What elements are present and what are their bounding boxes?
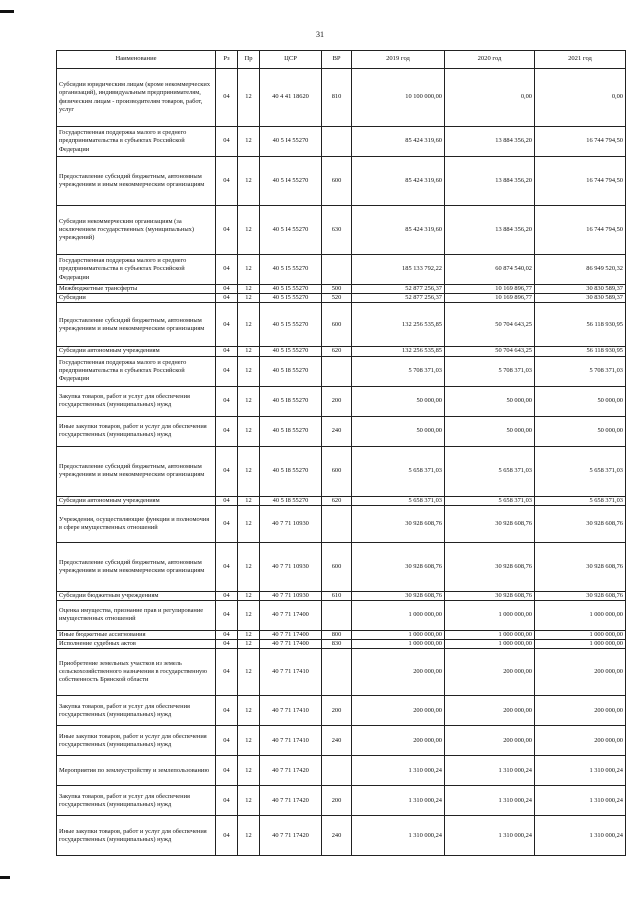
cell-pr: 12 [238,285,260,294]
cell-rz: 04 [216,446,238,496]
cell-2019: 200 000,00 [352,726,445,756]
cell-2021: 86 949 520,32 [535,255,626,285]
cell-csr: 40 5 I5 55270 [260,303,322,347]
cell-rz: 04 [216,591,238,600]
cell-vr [322,356,352,386]
header-2019: 2019 год [352,51,445,69]
header-2021: 2021 год [535,51,626,69]
cell-2021: 200 000,00 [535,696,626,726]
cell-name: Субсидии бюджетным учреждениям [57,591,216,600]
cell-pr: 12 [238,696,260,726]
table-row [57,285,626,294]
cell-2020: 1 310 000,24 [445,816,535,856]
cell-2021: 30 928 608,76 [535,591,626,600]
cell-csr: 40 7 71 17410 [260,726,322,756]
header-pr: Пр [238,51,260,69]
cell-2021: 50 000,00 [535,416,626,446]
cell-2021: 30 928 608,76 [535,505,626,542]
cell-2019: 132 256 535,85 [352,347,445,356]
table-row [57,756,626,786]
cell-2020: 5 658 371,03 [445,496,535,505]
cell-2021: 30 928 608,76 [535,542,626,591]
cell-2020: 0,00 [445,69,535,127]
table-row [57,726,626,756]
cell-csr: 40 5 I5 55270 [260,294,322,303]
cell-2019: 85 424 319,60 [352,206,445,255]
cell-rz: 04 [216,630,238,639]
cell-csr: 40 7 71 10930 [260,591,322,600]
cell-pr: 12 [238,356,260,386]
cell-2019: 1 000 000,00 [352,640,445,649]
cell-vr: 600 [322,542,352,591]
cell-pr: 12 [238,255,260,285]
cell-vr: 610 [322,591,352,600]
cell-pr: 12 [238,756,260,786]
cell-name: Субсидии автономным учреждениям [57,496,216,505]
cell-rz: 04 [216,696,238,726]
cell-vr: 620 [322,496,352,505]
cell-rz: 04 [216,496,238,505]
cell-vr: 520 [322,294,352,303]
cell-2019: 1 000 000,00 [352,630,445,639]
header-vr: ВР [322,51,352,69]
cell-name: Приобретение земельных участков из земель сельскохозяйственного назначения в государственную собственность Брянской области [57,649,216,696]
cell-rz: 04 [216,816,238,856]
cell-pr: 12 [238,726,260,756]
cell-2019: 1 310 000,24 [352,816,445,856]
cell-name: Исполнение судебных актов [57,640,216,649]
cell-pr: 12 [238,591,260,600]
cell-2020: 5 658 371,03 [445,446,535,496]
cell-2019: 10 100 000,00 [352,69,445,127]
cell-2019: 85 424 319,60 [352,157,445,206]
cell-name: Мероприятия по землеустройству и землепользованию [57,756,216,786]
cell-2020: 1 310 000,24 [445,756,535,786]
cell-name: Иные закупки товаров, работ и услуг для обеспечения государственных (муниципальных) нужд [57,726,216,756]
cell-pr: 12 [238,630,260,639]
table-row [57,696,626,726]
cell-name: Закупка товаров, работ и услуг для обеспечения государственных (муниципальных) нужд [57,786,216,816]
cell-csr: 40 5 I8 55270 [260,496,322,505]
cell-2021: 200 000,00 [535,726,626,756]
cell-2021: 1 310 000,24 [535,786,626,816]
table-row [57,294,626,303]
cell-2020: 50 000,00 [445,416,535,446]
cell-name: Закупка товаров, работ и услуг для обеспечения государственных (муниципальных) нужд [57,696,216,726]
page-number: 31 [316,30,324,39]
cell-2020: 1 310 000,24 [445,786,535,816]
cell-pr: 12 [238,206,260,255]
cell-2021: 0,00 [535,69,626,127]
cell-vr [322,649,352,696]
cell-2020: 50 704 643,25 [445,347,535,356]
cell-csr: 40 7 71 17400 [260,600,322,630]
cell-2021: 30 830 589,37 [535,294,626,303]
cell-2019: 85 424 319,60 [352,127,445,157]
table-row [57,347,626,356]
cell-2020: 200 000,00 [445,696,535,726]
cell-csr: 40 5 I4 55270 [260,127,322,157]
cell-name: Предоставление субсидий бюджетным, автономным учреждениям и иным некоммерческим организациям [57,157,216,206]
cell-vr: 240 [322,816,352,856]
cell-2019: 1 310 000,24 [352,756,445,786]
cell-rz: 04 [216,726,238,756]
cell-csr: 40 7 71 17400 [260,630,322,639]
cell-rz: 04 [216,127,238,157]
cell-name: Иные закупки товаров, работ и услуг для обеспечения государственных (муниципальных) нужд [57,416,216,446]
header-name: Наименование [57,51,216,69]
table-row [57,640,626,649]
cell-vr: 200 [322,386,352,416]
cell-name: Предоставление субсидий бюджетным, автономным учреждениям и иным некоммерческим организациям [57,446,216,496]
cell-rz: 04 [216,505,238,542]
cell-2020: 13 884 356,20 [445,206,535,255]
cell-2021: 200 000,00 [535,649,626,696]
cell-csr: 40 7 71 17420 [260,756,322,786]
table-row [57,303,626,347]
cell-2021: 30 830 589,37 [535,285,626,294]
header-row [57,51,626,69]
cell-rz: 04 [216,600,238,630]
cell-csr: 40 4 41 18620 [260,69,322,127]
cell-2019: 5 658 371,03 [352,496,445,505]
cell-pr: 12 [238,640,260,649]
cell-rz: 04 [216,303,238,347]
budget-table [56,50,626,856]
cell-2021: 56 118 930,95 [535,347,626,356]
margin-mark-top [0,10,14,13]
table-body [57,69,626,856]
cell-2020: 5 708 371,03 [445,356,535,386]
cell-name: Субсидии некоммерческим организациям (за исключением государственных (муниципальных) учреждений) [57,206,216,255]
cell-pr: 12 [238,416,260,446]
cell-name: Закупка товаров, работ и услуг для обеспечения государственных (муниципальных) нужд [57,386,216,416]
cell-rz: 04 [216,157,238,206]
cell-csr: 40 5 I8 55270 [260,446,322,496]
cell-2019: 30 928 608,76 [352,591,445,600]
cell-vr: 830 [322,640,352,649]
cell-vr: 600 [322,157,352,206]
cell-2021: 5 658 371,03 [535,446,626,496]
cell-csr: 40 5 I8 55270 [260,386,322,416]
cell-csr: 40 7 71 17410 [260,649,322,696]
cell-2021: 5 708 371,03 [535,356,626,386]
cell-2021: 1 000 000,00 [535,600,626,630]
cell-vr: 600 [322,446,352,496]
table-row [57,630,626,639]
cell-name: Субсидии юридическим лицам (кроме некоммерческих организаций), индивидуальным предпринимателям, физическим лицам - производителям товаров, работ, услуг [57,69,216,127]
cell-rz: 04 [216,285,238,294]
cell-2021: 1 310 000,24 [535,756,626,786]
cell-2020: 13 884 356,20 [445,127,535,157]
cell-csr: 40 5 I4 55270 [260,206,322,255]
cell-2019: 5 708 371,03 [352,356,445,386]
cell-name: Предоставление субсидий бюджетным, автономным учреждениям и иным некоммерческим организациям [57,542,216,591]
cell-vr: 630 [322,206,352,255]
table-row [57,496,626,505]
cell-pr: 12 [238,786,260,816]
cell-csr: 40 7 71 10930 [260,505,322,542]
cell-name: Государственная поддержка малого и среднего предпринимательства в субъектах Российской Федерации [57,127,216,157]
cell-rz: 04 [216,542,238,591]
cell-csr: 40 5 I5 55270 [260,285,322,294]
table-row [57,127,626,157]
cell-2020: 50 704 643,25 [445,303,535,347]
table-row [57,356,626,386]
cell-2019: 52 877 256,37 [352,285,445,294]
cell-vr: 240 [322,726,352,756]
cell-pr: 12 [238,505,260,542]
cell-vr [322,756,352,786]
table-row [57,206,626,255]
cell-pr: 12 [238,127,260,157]
cell-name: Субсидии [57,294,216,303]
header-csr: ЦСР [260,51,322,69]
cell-csr: 40 7 71 10930 [260,542,322,591]
cell-vr: 800 [322,630,352,639]
header-rz: Рз [216,51,238,69]
cell-2021: 1 310 000,24 [535,816,626,856]
cell-2020: 30 928 608,76 [445,591,535,600]
table-row [57,505,626,542]
cell-pr: 12 [238,446,260,496]
table-row [57,591,626,600]
header-2020: 2020 год [445,51,535,69]
cell-2020: 13 884 356,20 [445,157,535,206]
cell-name: Предоставление субсидий бюджетным, автономным учреждениям и иным некоммерческим организациям [57,303,216,347]
cell-2020: 10 169 896,77 [445,285,535,294]
cell-vr: 810 [322,69,352,127]
cell-csr: 40 5 I4 55270 [260,157,322,206]
cell-pr: 12 [238,69,260,127]
table-row [57,69,626,127]
cell-vr: 200 [322,696,352,726]
cell-vr: 200 [322,786,352,816]
cell-2020: 60 874 540,02 [445,255,535,285]
cell-2019: 1 310 000,24 [352,786,445,816]
cell-2019: 30 928 608,76 [352,505,445,542]
cell-2021: 16 744 794,50 [535,127,626,157]
cell-rz: 04 [216,386,238,416]
table-row [57,446,626,496]
cell-pr: 12 [238,386,260,416]
table-row [57,157,626,206]
cell-2020: 50 000,00 [445,386,535,416]
cell-pr: 12 [238,816,260,856]
cell-rz: 04 [216,640,238,649]
margin-mark-bottom [0,876,10,879]
table-row [57,416,626,446]
cell-name: Государственная поддержка малого и среднего предпринимательства в субъектах Российской Федерации [57,356,216,386]
cell-rz: 04 [216,356,238,386]
cell-2021: 16 744 794,50 [535,206,626,255]
cell-rz: 04 [216,416,238,446]
cell-rz: 04 [216,756,238,786]
cell-2020: 1 000 000,00 [445,640,535,649]
cell-pr: 12 [238,649,260,696]
cell-vr: 620 [322,347,352,356]
cell-2020: 1 000 000,00 [445,630,535,639]
table-row [57,786,626,816]
cell-name: Иные закупки товаров, работ и услуг для обеспечения государственных (муниципальных) нужд [57,816,216,856]
cell-rz: 04 [216,206,238,255]
cell-2020: 30 928 608,76 [445,505,535,542]
cell-2020: 200 000,00 [445,726,535,756]
cell-2019: 200 000,00 [352,649,445,696]
cell-2021: 16 744 794,50 [535,157,626,206]
cell-rz: 04 [216,294,238,303]
cell-vr [322,255,352,285]
table-row [57,255,626,285]
cell-2019: 200 000,00 [352,696,445,726]
cell-2019: 185 133 792,22 [352,255,445,285]
cell-pr: 12 [238,347,260,356]
cell-csr: 40 5 I5 55270 [260,255,322,285]
cell-rz: 04 [216,347,238,356]
cell-rz: 04 [216,649,238,696]
cell-2021: 5 658 371,03 [535,496,626,505]
cell-csr: 40 5 I8 55270 [260,356,322,386]
cell-name: Оценка имущества, признание прав и регулирование имущественных отношений [57,600,216,630]
cell-2020: 10 169 896,77 [445,294,535,303]
cell-2019: 30 928 608,76 [352,542,445,591]
cell-vr [322,127,352,157]
cell-2019: 50 000,00 [352,416,445,446]
cell-pr: 12 [238,157,260,206]
cell-rz: 04 [216,786,238,816]
cell-2020: 30 928 608,76 [445,542,535,591]
cell-2021: 1 000 000,00 [535,630,626,639]
cell-2020: 200 000,00 [445,649,535,696]
cell-2020: 1 000 000,00 [445,600,535,630]
cell-pr: 12 [238,600,260,630]
cell-2019: 50 000,00 [352,386,445,416]
cell-2019: 5 658 371,03 [352,446,445,496]
cell-2019: 52 877 256,37 [352,294,445,303]
table-row [57,542,626,591]
cell-vr: 600 [322,303,352,347]
table-row [57,386,626,416]
cell-rz: 04 [216,69,238,127]
cell-name: Межбюджетные трансферты [57,285,216,294]
table-row [57,816,626,856]
cell-vr: 500 [322,285,352,294]
cell-name: Государственная поддержка малого и среднего предпринимательства в субъектах Российской Федерации [57,255,216,285]
cell-rz: 04 [216,255,238,285]
cell-name: Субсидии автономным учреждениям [57,347,216,356]
cell-2021: 56 118 930,95 [535,303,626,347]
cell-csr: 40 7 71 17400 [260,640,322,649]
cell-csr: 40 7 71 17410 [260,696,322,726]
cell-name: Иные бюджетные ассигнования [57,630,216,639]
cell-pr: 12 [238,542,260,591]
cell-csr: 40 5 I5 55270 [260,347,322,356]
cell-csr: 40 5 I8 55270 [260,416,322,446]
cell-2021: 50 000,00 [535,386,626,416]
cell-name: Учреждения, осуществляющие функции и полномочия в сфере имущественных отношений [57,505,216,542]
cell-csr: 40 7 71 17420 [260,786,322,816]
cell-csr: 40 7 71 17420 [260,816,322,856]
cell-pr: 12 [238,303,260,347]
cell-vr: 240 [322,416,352,446]
table-row [57,600,626,630]
cell-vr [322,505,352,542]
cell-2019: 132 256 535,85 [352,303,445,347]
cell-2021: 1 000 000,00 [535,640,626,649]
cell-2019: 1 000 000,00 [352,600,445,630]
cell-pr: 12 [238,496,260,505]
table-row [57,649,626,696]
cell-pr: 12 [238,294,260,303]
cell-vr [322,600,352,630]
